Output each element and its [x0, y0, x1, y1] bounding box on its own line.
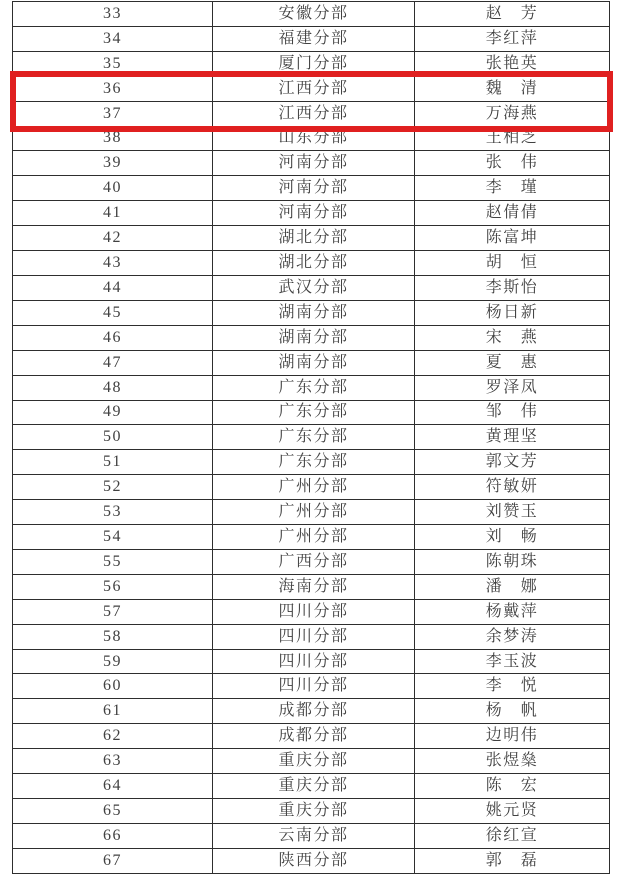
table-row [13, 649, 610, 674]
table-row [13, 525, 610, 550]
branch-cell: 重庆分部 [213, 774, 415, 799]
row-number-cell: 56 [13, 574, 213, 599]
name-cell: 赵倩倩 [415, 201, 610, 226]
branch-cell: 广州分部 [213, 525, 415, 550]
row-number-cell: 62 [13, 724, 213, 749]
name-cell: 姚元贤 [415, 799, 610, 824]
branch-cell: 广东分部 [213, 375, 415, 400]
row-number-cell: 67 [13, 848, 213, 873]
row-number-cell: 48 [13, 375, 213, 400]
row-number-cell: 41 [13, 201, 213, 226]
name-cell: 刘赞玉 [415, 500, 610, 525]
branch-cell: 广州分部 [213, 500, 415, 525]
table-row [13, 624, 610, 649]
branch-cell: 湖北分部 [213, 251, 415, 276]
row-number-cell: 37 [13, 101, 213, 126]
name-cell: 陈富坤 [415, 226, 610, 251]
branch-cell: 重庆分部 [213, 799, 415, 824]
branch-cell: 湖北分部 [213, 226, 415, 251]
table-row [13, 799, 610, 824]
row-number-cell: 45 [13, 300, 213, 325]
name-cell: 魏 清 [415, 76, 610, 101]
table-row [13, 201, 610, 226]
row-number-cell: 61 [13, 699, 213, 724]
table-row [13, 300, 610, 325]
row-number-cell: 44 [13, 275, 213, 300]
table-row [13, 26, 610, 51]
branch-cell: 陕西分部 [213, 848, 415, 873]
name-cell: 赵 芳 [415, 2, 610, 27]
table-row [13, 375, 610, 400]
branch-cell: 广东分部 [213, 450, 415, 475]
name-cell: 张煜燊 [415, 749, 610, 774]
name-cell: 王相芝 [415, 126, 610, 151]
row-number-cell: 51 [13, 450, 213, 475]
branch-cell: 江西分部 [213, 101, 415, 126]
row-number-cell: 63 [13, 749, 213, 774]
table-row [13, 400, 610, 425]
table-row [13, 251, 610, 276]
branch-cell: 成都分部 [213, 699, 415, 724]
row-number-cell: 33 [13, 2, 213, 27]
table-row [13, 848, 610, 873]
name-cell: 杨日新 [415, 300, 610, 325]
name-cell: 杨 帆 [415, 699, 610, 724]
table-row [13, 574, 610, 599]
table-row [13, 226, 610, 251]
table-row [13, 549, 610, 574]
branch-cell: 四川分部 [213, 624, 415, 649]
branch-cell: 云南分部 [213, 823, 415, 848]
branch-cell: 海南分部 [213, 574, 415, 599]
row-number-cell: 50 [13, 425, 213, 450]
table-row [13, 749, 610, 774]
row-number-cell: 49 [13, 400, 213, 425]
name-cell: 郭 磊 [415, 848, 610, 873]
name-cell: 张艳英 [415, 51, 610, 76]
branch-cell: 广东分部 [213, 400, 415, 425]
row-number-cell: 55 [13, 549, 213, 574]
branch-cell: 河南分部 [213, 201, 415, 226]
row-number-cell: 36 [13, 76, 213, 101]
row-number-cell: 43 [13, 251, 213, 276]
branch-cell: 重庆分部 [213, 749, 415, 774]
row-number-cell: 65 [13, 799, 213, 824]
name-cell: 夏 惠 [415, 350, 610, 375]
branch-cell: 湖南分部 [213, 300, 415, 325]
name-cell: 宋 燕 [415, 325, 610, 350]
table-row [13, 823, 610, 848]
branch-cell: 厦门分部 [213, 51, 415, 76]
row-number-cell: 57 [13, 599, 213, 624]
row-number-cell: 35 [13, 51, 213, 76]
row-number-cell: 40 [13, 176, 213, 201]
table-row [13, 699, 610, 724]
name-cell: 潘 娜 [415, 574, 610, 599]
row-number-cell: 53 [13, 500, 213, 525]
name-cell: 杨戴萍 [415, 599, 610, 624]
name-cell: 刘 畅 [415, 525, 610, 550]
table-row [13, 724, 610, 749]
table-row [13, 350, 610, 375]
name-cell: 余梦涛 [415, 624, 610, 649]
name-cell: 李斯怡 [415, 275, 610, 300]
branch-cell: 武汉分部 [213, 275, 415, 300]
name-cell: 李 悦 [415, 674, 610, 699]
branch-cell: 河南分部 [213, 151, 415, 176]
row-number-cell: 42 [13, 226, 213, 251]
branch-cell: 成都分部 [213, 724, 415, 749]
row-number-cell: 66 [13, 823, 213, 848]
branch-cell: 广西分部 [213, 549, 415, 574]
branch-cell: 四川分部 [213, 674, 415, 699]
row-number-cell: 34 [13, 26, 213, 51]
table-row [13, 425, 610, 450]
branch-cell: 广州分部 [213, 475, 415, 500]
name-cell: 李 瑾 [415, 176, 610, 201]
name-cell: 万海燕 [415, 101, 610, 126]
row-number-cell: 58 [13, 624, 213, 649]
branch-cell: 山东分部 [213, 126, 415, 151]
name-cell: 徐红宣 [415, 823, 610, 848]
name-cell: 陈 宏 [415, 774, 610, 799]
table-row [13, 674, 610, 699]
branch-cell: 湖南分部 [213, 350, 415, 375]
row-number-cell: 52 [13, 475, 213, 500]
name-cell: 邹 伟 [415, 400, 610, 425]
branch-cell: 福建分部 [213, 26, 415, 51]
table-row [13, 475, 610, 500]
table-row [13, 2, 610, 27]
name-cell: 边明伟 [415, 724, 610, 749]
table-row [13, 275, 610, 300]
name-cell: 符敏妍 [415, 475, 610, 500]
row-number-cell: 59 [13, 649, 213, 674]
name-cell: 李玉波 [415, 649, 610, 674]
name-cell: 胡 恒 [415, 251, 610, 276]
branch-cell: 江西分部 [213, 76, 415, 101]
name-cell: 张 伟 [415, 151, 610, 176]
table-row [13, 325, 610, 350]
name-cell: 陈朝珠 [415, 549, 610, 574]
name-cell: 罗泽凤 [415, 375, 610, 400]
row-number-cell: 47 [13, 350, 213, 375]
branch-cell: 河南分部 [213, 176, 415, 201]
table-row [13, 176, 610, 201]
name-cell: 李红萍 [415, 26, 610, 51]
name-cell: 黄理坚 [415, 425, 610, 450]
branch-cell: 安徽分部 [213, 2, 415, 27]
roster-table-body [13, 2, 610, 874]
branch-cell: 四川分部 [213, 599, 415, 624]
table-row [13, 599, 610, 624]
table-row [13, 450, 610, 475]
row-number-cell: 54 [13, 525, 213, 550]
row-number-cell: 64 [13, 774, 213, 799]
row-number-cell: 46 [13, 325, 213, 350]
table-row [13, 774, 610, 799]
row-number-cell: 60 [13, 674, 213, 699]
row-number-cell: 38 [13, 126, 213, 151]
table-row [13, 500, 610, 525]
name-cell: 郭文芳 [415, 450, 610, 475]
branch-cell: 湖南分部 [213, 325, 415, 350]
branch-cell: 广东分部 [213, 425, 415, 450]
branch-cell: 四川分部 [213, 649, 415, 674]
row-number-cell: 39 [13, 151, 213, 176]
table-row [13, 151, 610, 176]
highlight-box [10, 71, 613, 132]
